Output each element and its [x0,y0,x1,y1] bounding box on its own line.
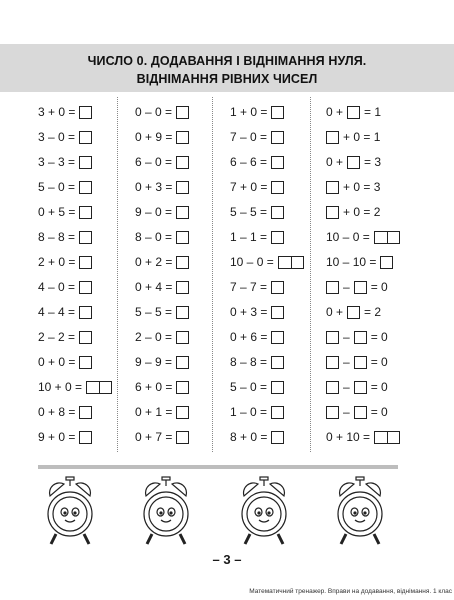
exercise-row [326,425,416,450]
answer-box[interactable] [374,231,400,244]
answer-box[interactable] [271,231,284,244]
exercise-expression: – [343,355,350,369]
exercise-row [326,125,416,150]
bottom-rule [38,465,398,469]
exercise-row [230,250,320,275]
answer-box[interactable] [271,406,284,419]
exercise-result: = 0 [370,280,388,294]
answer-box[interactable] [176,181,189,194]
exercise-row [326,325,416,350]
exercise-row [326,275,416,300]
exercise-row [230,100,320,125]
exercise-expression: 4 – 0 = [38,280,76,294]
exercise-expression: 4 – 4 = [38,305,76,319]
exercise-expression: 0 + 0 = [38,355,76,369]
answer-box[interactable] [278,256,304,269]
column-divider [310,97,311,452]
answer-box[interactable] [354,281,367,294]
exercise-expression: 9 – 9 = [135,355,173,369]
exercise-row [38,425,128,450]
answer-box[interactable] [354,381,367,394]
answer-box[interactable] [86,381,112,394]
exercise-expression: 1 + 0 = [230,105,268,119]
exercise-expression: = 2 [364,305,382,319]
exercise-expression: 0 + 4 = [135,280,173,294]
exercise-row [326,150,416,175]
exercise-row [38,400,128,425]
exercise-row [230,275,320,300]
answer-box[interactable] [79,356,92,369]
exercise-row [38,125,128,150]
answer-box[interactable] [326,406,339,419]
exercise-expression: 10 + 0 = [38,380,83,394]
answer-box[interactable] [271,356,284,369]
exercise-row [38,325,128,350]
exercise-expression: 0 + 2 = [135,255,173,269]
answer-box[interactable] [326,131,339,144]
exercise-expression: 6 + 0 = [135,380,173,394]
answer-box[interactable] [176,106,189,119]
exercise-expression: = 1 [364,105,382,119]
answer-box[interactable] [271,106,284,119]
exercise-row [326,400,416,425]
alarm-clock-icon [334,476,386,550]
exercise-row [326,350,416,375]
exercise-column-1 [38,100,128,450]
answer-box[interactable] [79,256,92,269]
exercise-expression: 5 – 5 = [230,205,268,219]
answer-box[interactable] [326,181,339,194]
answer-box[interactable] [79,231,92,244]
answer-box[interactable] [176,156,189,169]
exercise-expression: 10 – 0 = [326,230,370,244]
exercise-row [326,375,416,400]
exercise-expression: 7 – 0 = [230,130,268,144]
answer-box[interactable] [79,406,92,419]
answer-box[interactable] [354,331,367,344]
exercise-row [230,125,320,150]
footer-text: Математичний тренажер. Вправи на додавання, віднімання. 1 клас [249,588,452,595]
exercise-expression: 2 – 0 = [135,330,173,344]
answer-box[interactable] [271,281,284,294]
answer-box[interactable] [79,131,92,144]
exercise-row [38,375,128,400]
exercise-expression: 0 + 3 = [135,180,173,194]
answer-box[interactable] [176,131,189,144]
exercise-expression: 6 – 6 = [230,155,268,169]
exercise-expression: 7 – 7 = [230,280,268,294]
exercise-expression: 0 + [326,105,344,119]
exercise-expression: 9 – 0 = [135,205,173,219]
answer-box[interactable] [271,206,284,219]
exercise-expression: 0 + 1 = [135,405,173,419]
exercise-expression: 0 + 8 = [38,405,76,419]
answer-box[interactable] [79,431,92,444]
answer-box[interactable] [326,356,339,369]
exercise-column-4 [326,100,416,450]
exercise-expression: 3 + 0 = [38,105,76,119]
exercise-row [38,200,128,225]
exercise-expression: 0 – 0 = [135,105,173,119]
exercise-expression: 3 – 0 = [38,130,76,144]
answer-box[interactable] [326,281,339,294]
answer-box[interactable] [79,106,92,119]
column-divider [117,97,118,452]
exercise-expression: 0 + 6 = [230,330,268,344]
exercise-expression: 8 – 8 = [230,355,268,369]
exercise-expression: 10 – 0 = [230,255,274,269]
exercise-row [230,200,320,225]
answer-box[interactable] [326,206,339,219]
exercise-expression: 8 – 0 = [135,230,173,244]
answer-box[interactable] [271,156,284,169]
exercise-expression: 8 – 8 = [38,230,76,244]
exercise-expression: + 0 = 3 [343,180,381,194]
answer-box[interactable] [271,331,284,344]
exercise-row [230,400,320,425]
exercise-row [38,275,128,300]
answer-box[interactable] [79,156,92,169]
exercise-expression: 9 + 0 = [38,430,76,444]
exercise-row [38,225,128,250]
exercise-row [38,175,128,200]
answer-box[interactable] [79,331,92,344]
exercise-row [230,325,320,350]
exercise-expression: 0 + 3 = [230,305,268,319]
exercise-result: = 0 [370,380,388,394]
answer-box[interactable] [79,306,92,319]
exercise-result: = 0 [370,405,388,419]
exercise-row [230,425,320,450]
exercise-expression: 0 + 9 = [135,130,173,144]
answer-box[interactable] [271,306,284,319]
answer-box[interactable] [176,256,189,269]
exercise-expression: 8 + 0 = [230,430,268,444]
exercise-expression: 3 – 3 = [38,155,76,169]
answer-box[interactable] [271,381,284,394]
exercise-row [326,175,416,200]
exercise-row [38,100,128,125]
exercise-expression: 5 – 0 = [230,380,268,394]
answer-box[interactable] [176,206,189,219]
exercise-result: = 0 [370,330,388,344]
exercise-row [326,100,416,125]
answer-box[interactable] [374,431,400,444]
exercise-expression: 1 – 1 = [230,230,268,244]
exercise-row [38,300,128,325]
exercise-expression: 10 – 10 = [326,255,377,269]
exercise-expression: 0 + [326,305,344,319]
exercise-row [230,175,320,200]
answer-box[interactable] [347,156,360,169]
alarm-clock-icon [44,476,96,550]
answer-box[interactable] [347,306,360,319]
page-number: – 3 – [212,552,242,567]
exercise-row [230,350,320,375]
answer-box[interactable] [354,406,367,419]
exercise-expression: 5 – 5 = [135,305,173,319]
exercise-row [38,250,128,275]
exercise-expression: 0 + 5 = [38,205,76,219]
page-title-line2: ВІДНІМАННЯ РІВНИХ ЧИСЕЛ [136,72,318,86]
exercise-expression: = 3 [364,155,382,169]
exercise-expression: – [343,280,350,294]
answer-box[interactable] [354,356,367,369]
exercise-row [38,350,128,375]
exercise-column-3 [230,100,320,450]
exercise-expression: – [343,405,350,419]
exercise-expression: – [343,330,350,344]
exercise-expression: – [343,380,350,394]
exercise-expression: 2 – 2 = [38,330,76,344]
exercise-expression: 2 + 0 = [38,255,76,269]
exercise-expression: 0 + [326,155,344,169]
exercise-row [326,300,416,325]
exercise-row [230,225,320,250]
answer-box[interactable] [176,406,189,419]
exercise-row [326,225,416,250]
exercise-row [230,300,320,325]
answer-box[interactable] [271,131,284,144]
answer-box[interactable] [271,181,284,194]
answer-box[interactable] [271,431,284,444]
exercise-row [230,150,320,175]
answer-box[interactable] [176,431,189,444]
exercise-result: = 0 [370,355,388,369]
exercise-expression: + 0 = 2 [343,205,381,219]
column-divider [212,97,213,452]
answer-box[interactable] [347,106,360,119]
exercise-expression: 0 + 10 = [326,430,371,444]
page-title-line1: ЧИСЛО 0. ДОДАВАННЯ І ВІДНІМАННЯ НУЛЯ. [87,54,367,68]
answer-box[interactable] [176,231,189,244]
exercise-row [326,250,416,275]
exercise-row [326,200,416,225]
answer-box[interactable] [326,331,339,344]
answer-box[interactable] [380,256,393,269]
answer-box[interactable] [176,381,189,394]
answer-box[interactable] [176,356,189,369]
exercise-expression: 5 – 0 = [38,180,76,194]
answer-box[interactable] [176,331,189,344]
alarm-clock-icon [238,476,290,550]
exercise-expression: + 0 = 1 [343,130,381,144]
exercise-expression: 6 – 0 = [135,155,173,169]
exercise-expression: 1 – 0 = [230,405,268,419]
answer-box[interactable] [176,306,189,319]
answer-box[interactable] [79,206,92,219]
answer-box[interactable] [176,281,189,294]
answer-box[interactable] [326,381,339,394]
answer-box[interactable] [79,181,92,194]
exercise-expression: 7 + 0 = [230,180,268,194]
alarm-clock-icon [140,476,192,550]
answer-box[interactable] [79,281,92,294]
exercise-row [230,375,320,400]
exercise-expression: 0 + 7 = [135,430,173,444]
exercise-row [38,150,128,175]
